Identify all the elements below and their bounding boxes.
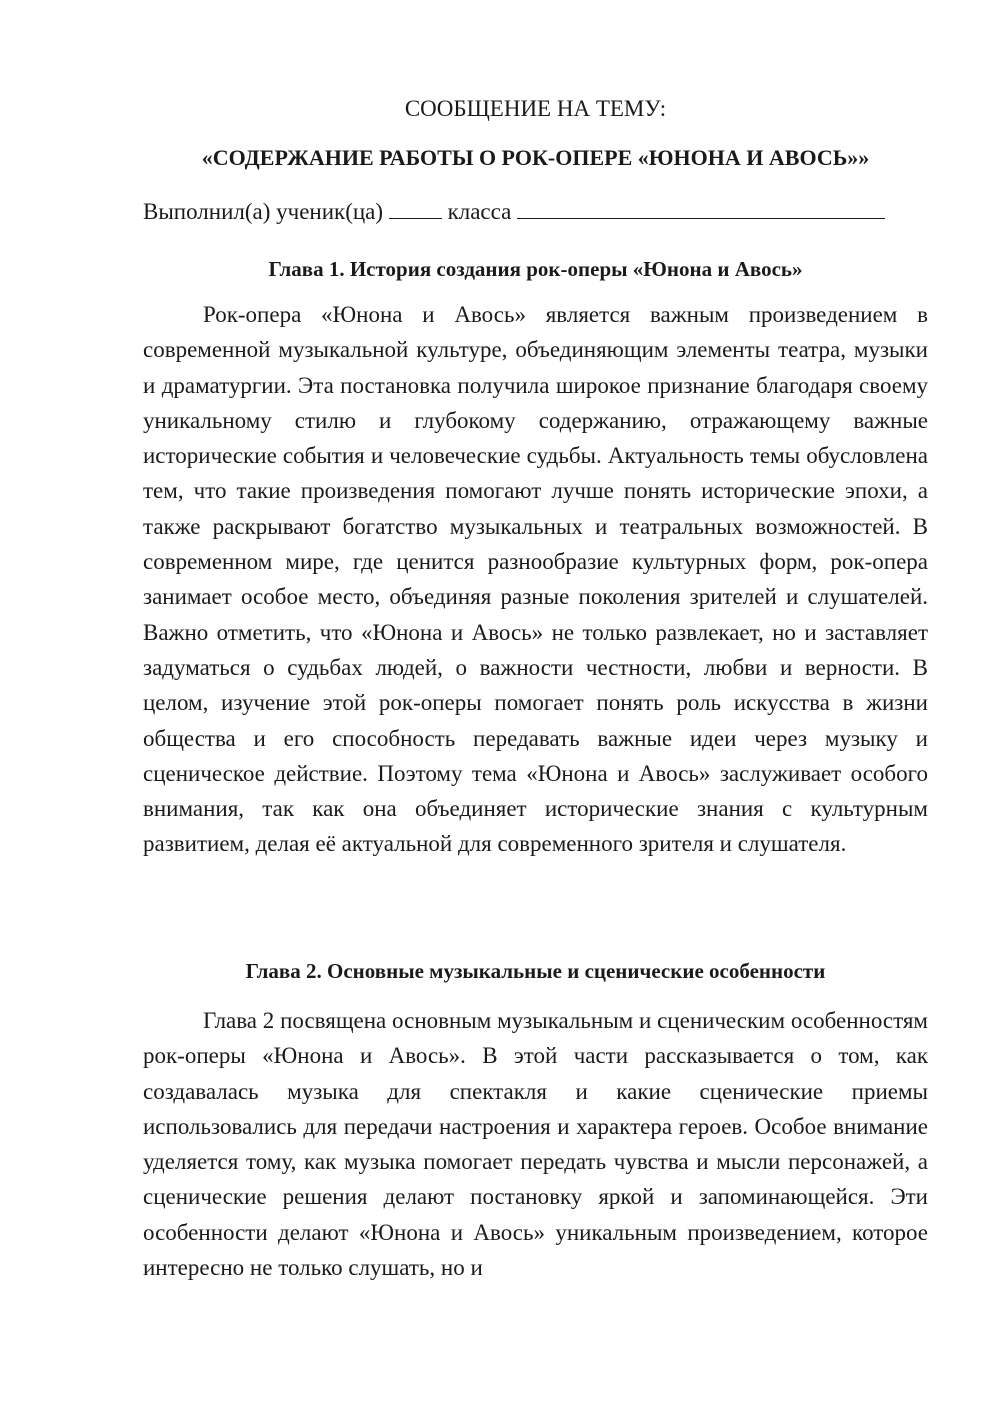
class-name-blank (517, 198, 885, 219)
chapter-1-paragraph: Рок-опера «Юнона и Авось» является важным произведением в современной музыкальной культуре, объединяющим элементы театра, музыки и драматургии. Эта постановка получила широкое признание благодаря своему уникальному стилю и глубокому содержанию, отражающему важные исторические события и человеческие судьбы. Актуальность темы обусловлена тем, что такие произведения помогают лучше понять исторические эпохи, а также раскрывают богатство музыкальных и театральных возможностей. В современном мире, где ценится разнообразие культурных форм, рок-опера занимает особое место, объединяя разные поколения зрителей и слушателей. Важно отметить, что «Юнона и Авось» не только развлекает, но и заставляет задуматься о судьбах людей, о важности честности, любви и верности. В целом, изучение этой рок-оперы помогает понять роль искусства в жизни общества и его способность передавать важные идеи через музыку и сценическое действие. Поэтому тема «Юнона и Авось» заслуживает особого внимания, так как она объединяет исторические знания с культурным развитием, делая её актуальной для современного зрителя и слушателя. (143, 302, 928, 857)
chapter-2-heading: Глава 2. Основные музыкальные и сценические особенности (245, 959, 826, 983)
document-title: «СОДЕРЖАНИЕ РАБОТЫ О РОК-ОПЕРЕ «ЮНОНА И АВОСЬ»» (201, 145, 870, 170)
author-line (143, 197, 928, 227)
document-header: СООБЩЕНИЕ НА ТЕМУ: (404, 96, 667, 121)
class-label: класса (441, 199, 518, 224)
chapter-1-heading: Глава 1. История создания рок-оперы «Юнона и Авось» (268, 257, 803, 281)
chapter-2-paragraph: Глава 2 посвящена основным музыкальным и сценическим особенностям рок-оперы «Юнона и Авось». В этой части рассказывается о том, как создавалась музыка для спектакля и какие сценические приемы использовались для передачи настроения и характера героев. Особое внимание уделяется тому, как музыка помогает передать чувства и мысли персонажей, а сценические решения делают постановку яркой и запоминающейся. Эти особенности делают «Юнона и Авось» уникальным произведением, которое интересно не только слушать, но и (143, 1008, 928, 1281)
class-number-blank (389, 198, 442, 219)
author-label: Выполнил(а) ученик(ца) (143, 199, 389, 224)
